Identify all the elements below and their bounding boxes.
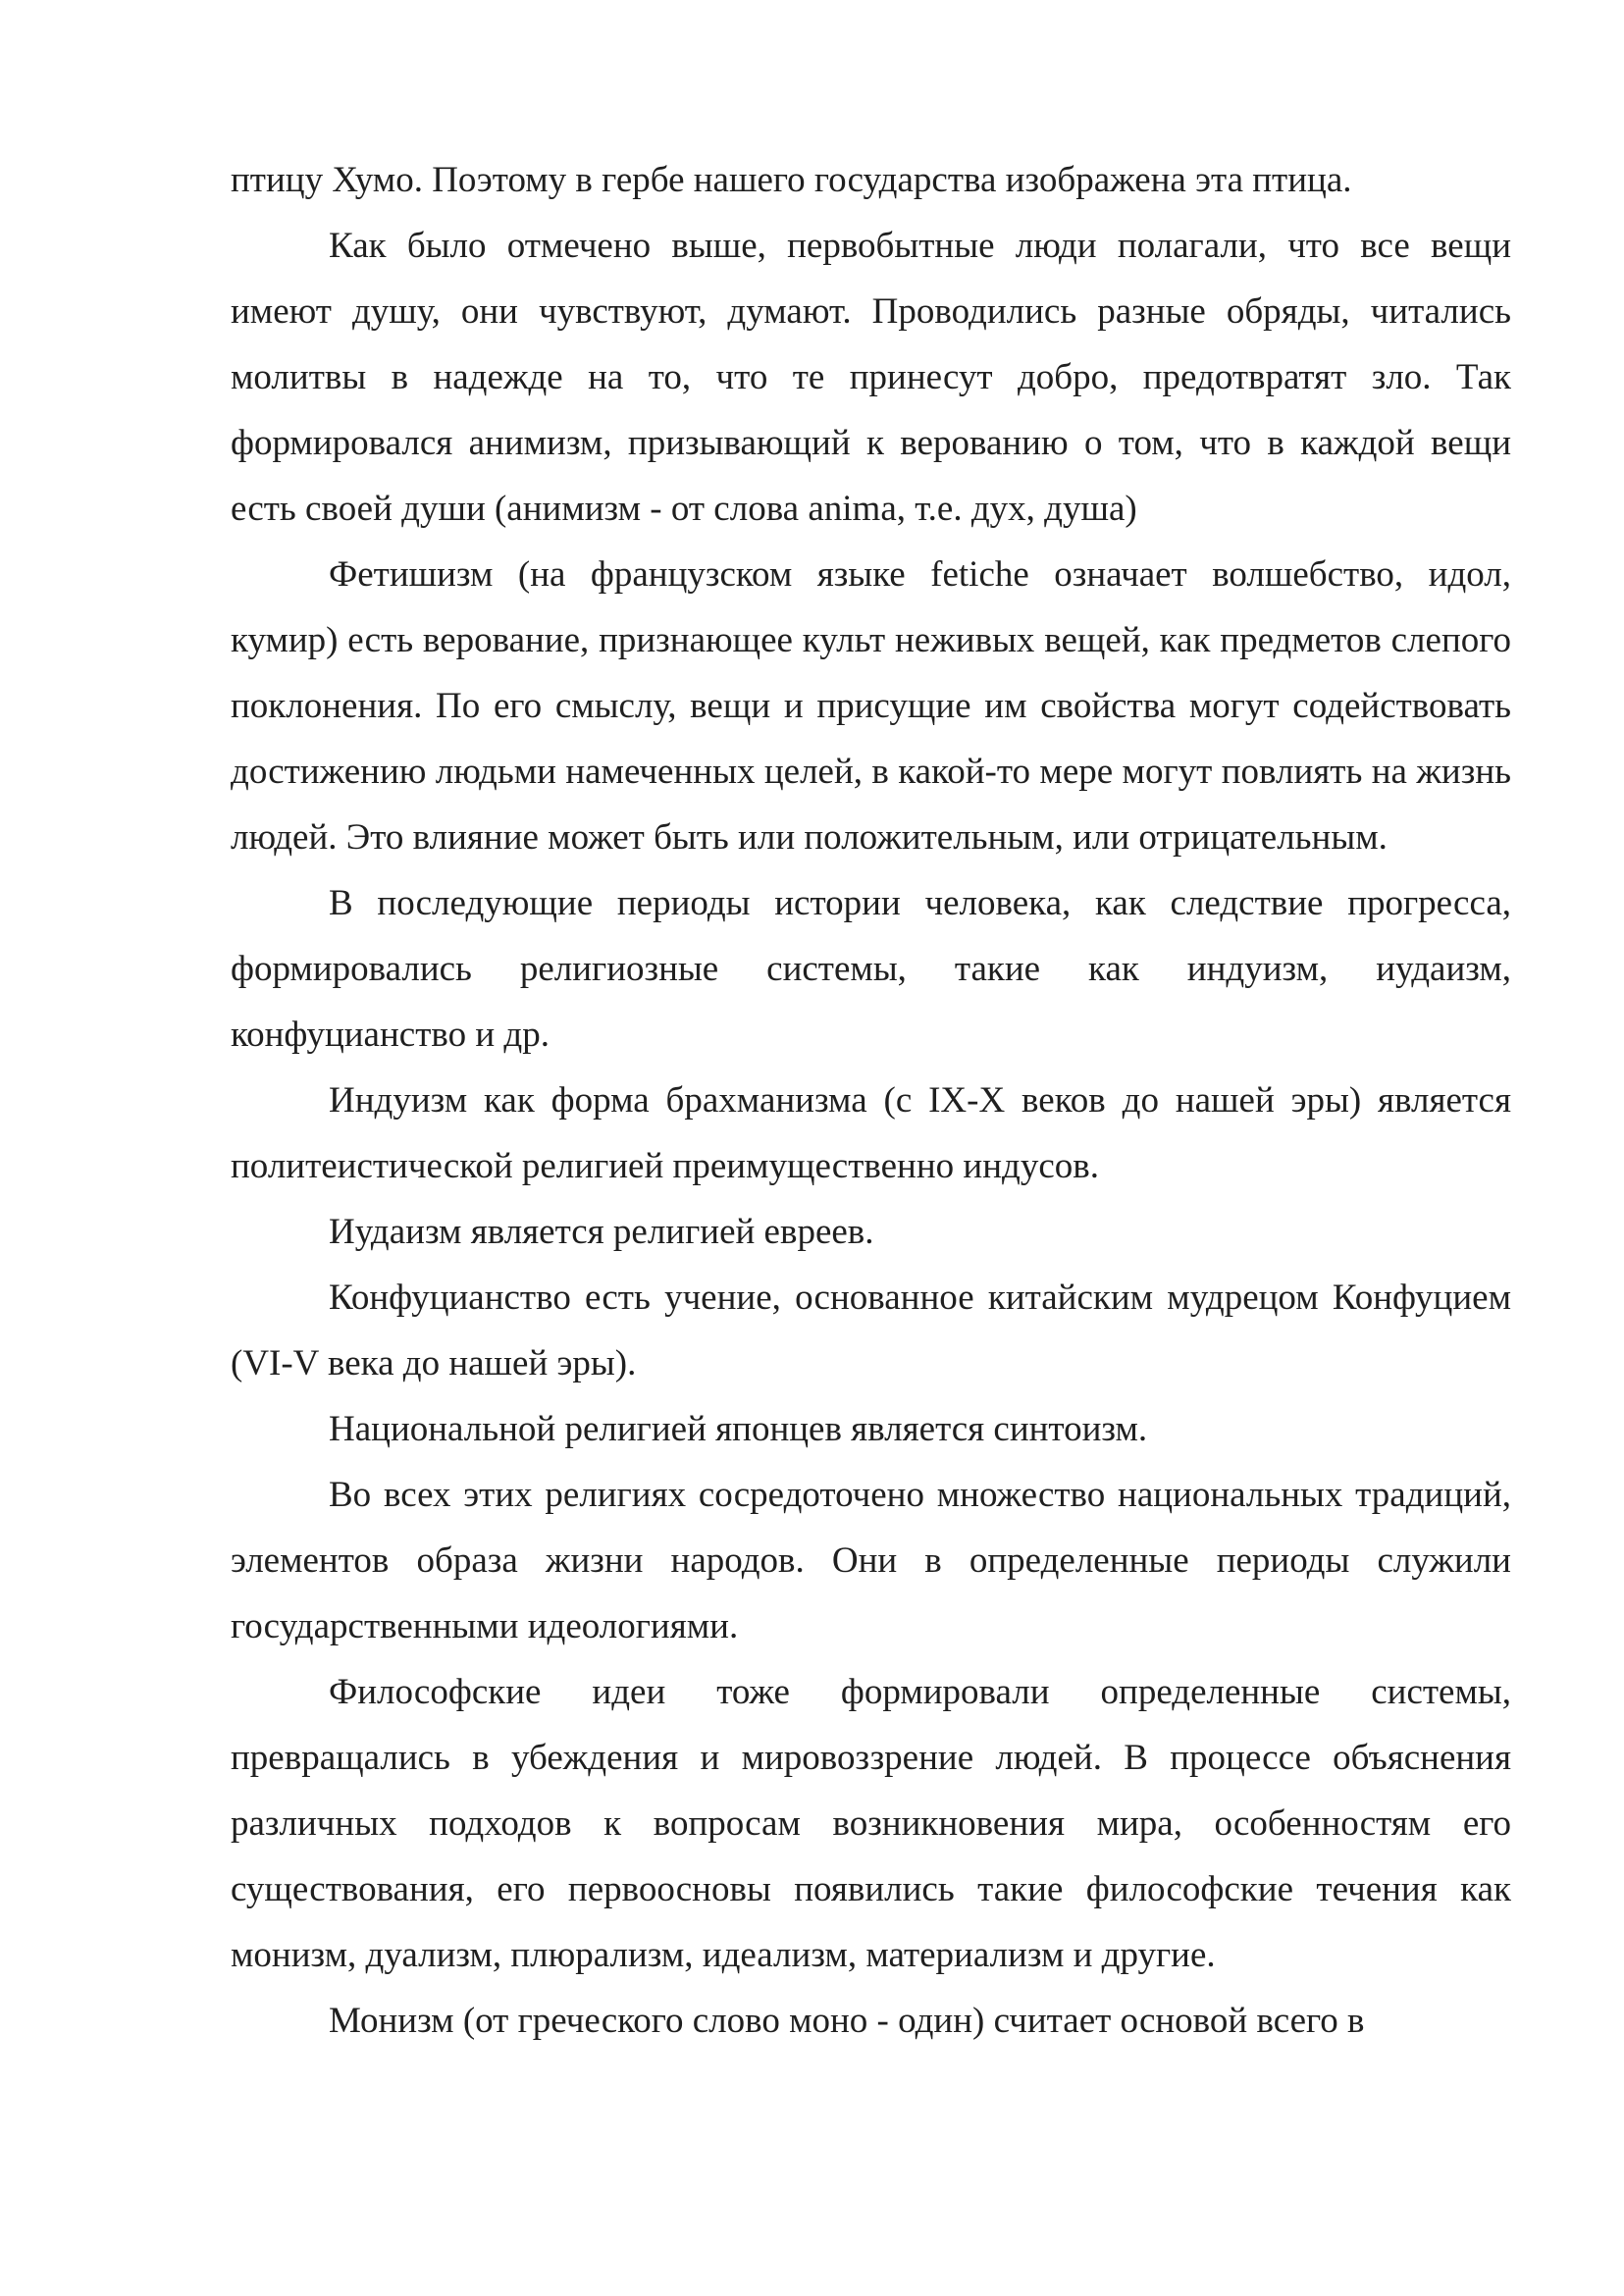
paragraph-6: Иудаизм является религией евреев. [329,1212,874,1252]
paragraph-11: Монизм (от греческого слово моно - один) считает основой всего в [329,2001,1365,2041]
paragraph-4: В последующие периоды истории человека, как следствие прогресса, формировались религиозные системы, такие как индуизм, иудаизм, конфуцианство и др. [231,883,1511,1055]
paragraph-7: Конфуцианство есть учение, основанное китайским мудрецом Конфуцием (VI-V века до нашей эры). [231,1278,1511,1383]
paragraph-5: Индуизм как форма брахманизма (с IX-X веков до нашей эры) является политеистической религией преимущественно индусов. [231,1080,1511,1186]
paragraph-8: Национальной религией японцев является синтоизм. [329,1409,1148,1449]
paragraph-10: Философские идеи тоже формировали определенные системы, превращались в убеждения и мировоззрение людей. В процессе объяснения различных подходов к вопросам возникновения мира, особенностям его существования, его первоосновы появились такие философские течения как монизм, дуализм, плюрализм, идеализм, материализм и другие. [231,1672,1511,1975]
paragraph-2: Как было отмечено выше, первобытные люди полагали, что все вещи имеют душу, они чувствуют, думают. Проводились разные обряды, читались молитвы в надежде на то, что те принесут добро, предотвратят зло. Так формировался анимизм, призывающий к верованию о том, что в каждой вещи есть своей души (анимизм - от слова anima, т.е. дух, душа) [231,226,1511,529]
paragraph-9: Во всех этих религиях сосредоточено множество национальных традиций, элементов образа жизни народов. Они в определенные периоды служили государственными идеологиями. [231,1475,1511,1646]
page-body [231,147,1511,2054]
paragraph-1: птицу Хумо. Поэтому в гербе нашего государства изображена эта птица. [231,160,1352,200]
paragraph-3: Фетишизм (на французском языке fetiche означает волшебство, идол, кумир) есть верование, признающее культ неживых вещей, как предметов слепого поклонения. По его смыслу, вещи и присущие им свойства могут содействовать достижению людьми намеченных целей, в какой-то мере могут повлиять на жизнь людей. Это влияние может быть или положительным, или отрицательным. [231,554,1511,858]
